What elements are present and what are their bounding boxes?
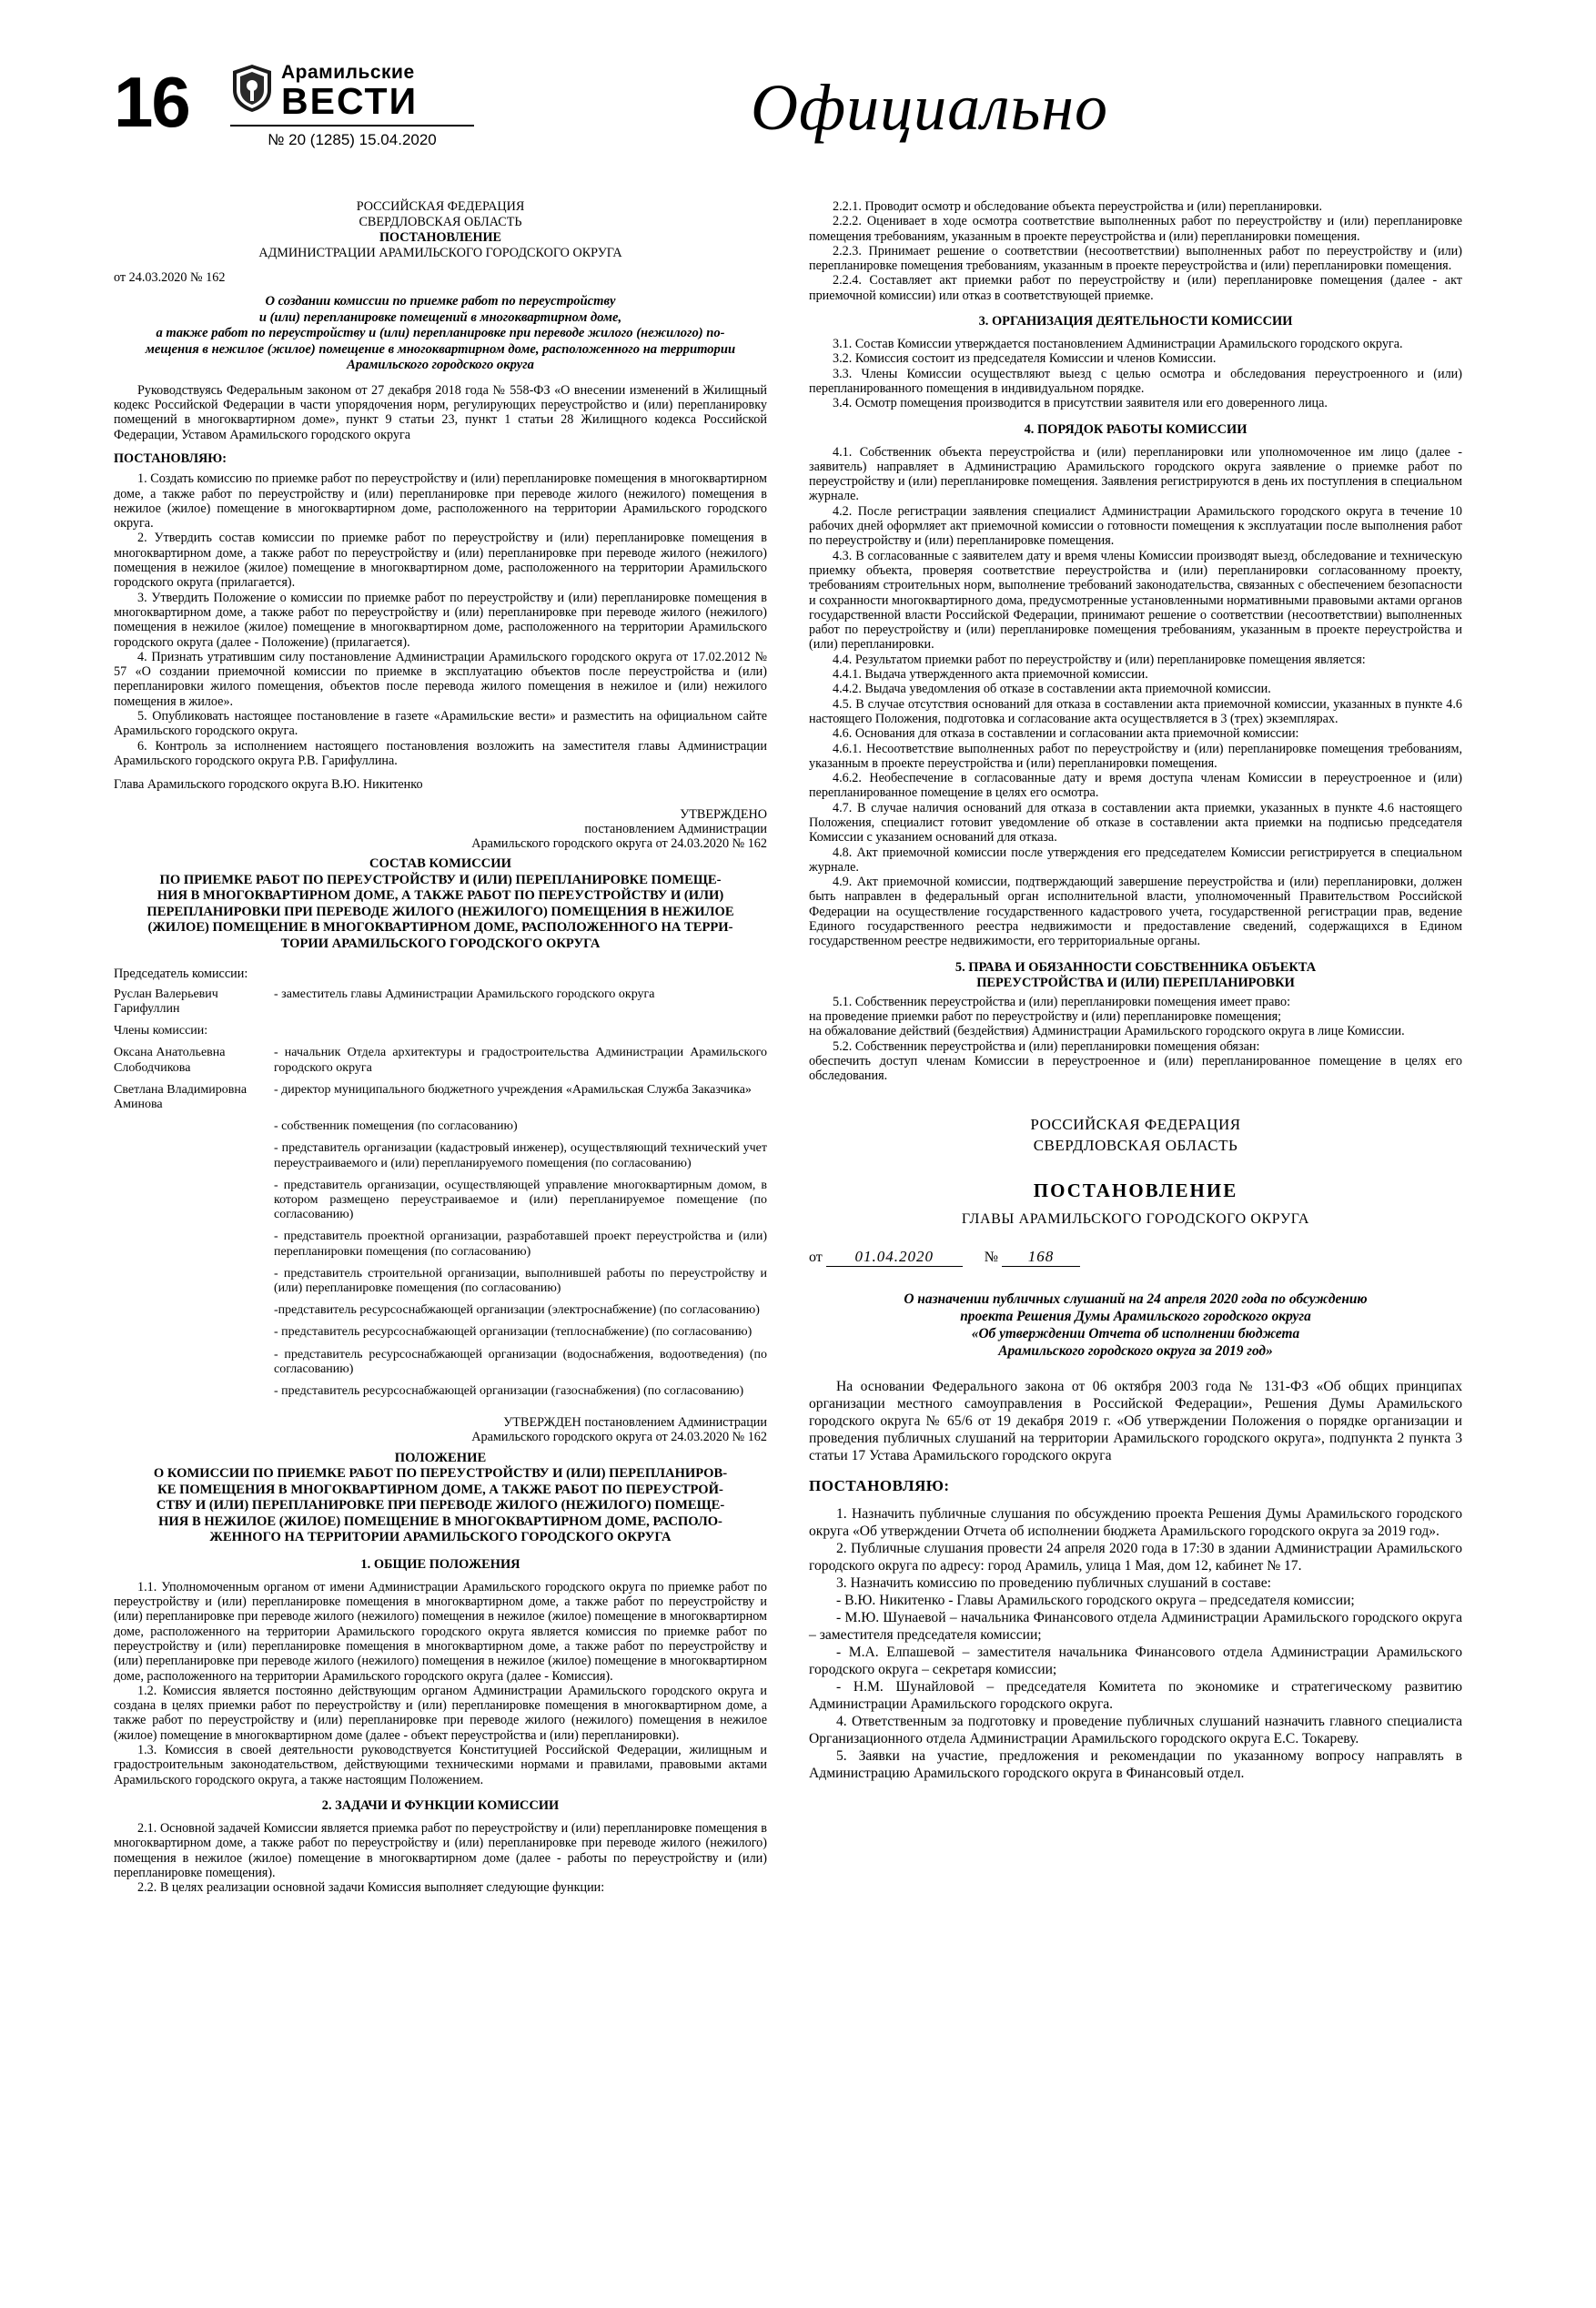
section-4-title: 4. ПОРЯДОК РАБОТЫ КОМИССИИ [1024,421,1248,437]
section-4-item-9: 4.6.1. Несоответствие выполненных работ по переустройству и (или) перепланировке помещения требованиям, указанным в проекте переустройства и (или) перепланировки помещения. [809,741,1462,771]
member-name [114,1141,274,1178]
doc2-header-line3: ПОСТАНОВЛЕНИЕ [1033,1179,1238,1202]
table-row [114,1024,767,1046]
member-post: - собственник помещения (по согласованию) [274,1119,518,1134]
doc2-item-3: 3. Назначить комиссию по проведению публичных слушаний в составе: [836,1574,1271,1591]
approve2-line2: Арамильского городского округа от 24.03.2020 № 162 [471,1430,767,1445]
newspaper-page [0,50,1596,2308]
section-3-item-4: 3.4. Осмотр помещения производится в присутствии заявителя или его доверенного лица. [833,396,1328,411]
section-4-item-11: 4.7. В случае наличия оснований для отказа в составлении акта приемки, указанных в пункте 4.6 настоящего Положения, специалист готовит уведомление об отказе в составлении акта приемки на подписью председателя Комиссии с указанием оснований для отказа. [809,800,1462,845]
section-5-item-1: 5.1. Собственник переустройства и (или) перепланировки помещения имеет право: [833,994,1291,1009]
composition-title-line4: ПЕРЕПЛАНИРОВКИ ПРИ ПЕРЕВОДЕ ЖИЛОГО (НЕЖИЛОГО) ПОМЕЩЕНИЯ В НЕЖИЛОЕ [146,904,734,919]
masthead [114,50,1482,187]
member-post: - представитель проектной организации, разработавшей проект переустройства и (или) перепланировки помещения (по согласованию) [274,1230,767,1259]
doc2-item-8: 4. Ответственным за подготовку и проведение публичных слушаний назначить главного специалиста Организационного отдела Администрации Арамильского городского округа Е.С. Токареву. [809,1713,1462,1746]
section-5-title-line2: ПЕРЕУСТРОЙСТВА И (ИЛИ) ПЕРЕПЛАНИРОВКИ [976,975,1295,990]
section-4-item-1: 4.1. Собственник объекта переустройства и (или) перепланировки или уполномоченное им лицо (далее - заявитель) направляет в Администрацию Арамильского городского округа заявление о приемке работ по переустройству и (или) перепланировке помещения. Заявления регистрируются в день их поступления в специальном журнале. [809,444,1462,504]
member-name [114,1267,274,1303]
doc1-header-line3: ПОСТАНОВЛЕНИЕ [379,230,502,245]
cont-item-4: 2.2.4. Составляет акт приемки работ по переустройству и (или) перепланировке помещения (далее - акт приемочной комиссии) или отказ в соответствующей приемке. [809,273,1462,303]
member-post: - директор муниципального бюджетного учреждения «Арамильская Служба Заказчика» [274,1082,752,1097]
member-name [114,1179,274,1230]
table-row [114,1303,767,1325]
doc2-num-prefix: № [984,1250,999,1266]
right-column [809,199,1462,1895]
section-3-item-1: 3.1. Состав Комиссии утверждается постановлением Администрации Арамильского городского округа. [833,337,1403,352]
member-post: - представитель организации (кадастровый инженер), осуществляющий технический учет переустраиваемого и (или) перепланируемого помещения (по согласованию) [274,1141,767,1170]
section-1-item-2: 1.2. Комиссия является постоянно действующим органом Администрации Арамильского городского округа и создана в целях приемки работ по переустройству и (или) перепланировке помещения в многоквартирном доме, а также работ по переустройству и (или) перепланировке при переводе жилого (нежилого) помещения в нежилое (жилое) помещение в многоквартирном доме (далее - объект переустройства и (или) перепланировки). [114,1683,767,1743]
page-number: 16 [114,62,189,142]
member-post: - представитель организации, осуществляющей управление многоквартирным домом, в котором размещено переустраиваемое и (или) перепланируемое помещение (по согласованию) [274,1178,767,1222]
doc2-item-9: 5. Заявки на участие, предложения и рекомендации по указанному вопросу направлять в Администрацию Арамильского городского округа в Финансовый отдел. [809,1747,1462,1781]
composition-title-line2: ПО ПРИЕМКЕ РАБОТ ПО ПЕРЕУСТРОЙСТВУ И (ИЛИ) ПЕРЕПЛАНИРОВКЕ ПОМЕЩЕ- [159,872,722,887]
doc2-item-4: - В.Ю. Никитенко - Главы Арамильского городского округа – председателя комиссии; [836,1592,1355,1608]
section-2-item-1: 2.1. Основной задачей Комиссии является приемка работ по переустройству и (или) перепланировке помещения в многоквартирном доме, а также работ по переустройству и (или) перепланировке при переводе жилого (нежилого) помещения в нежилое (жилое) помещение в многоквартирном доме (далее - работы по переустройству и (или) перепланировке помещения). [114,1820,767,1880]
polozhenie-title-line2: О КОМИССИИ ПО ПРИЕМКЕ РАБОТ ПО ПЕРЕУСТРОЙСТВУ И (ИЛИ) ПЕРЕПЛАНИРОВ- [153,1466,728,1482]
section-4-item-6: 4.4.2. Выдача уведомления об отказе в составлении акта приемочной комиссии. [833,682,1271,697]
section-4-item-3: 4.3. В согласованные с заявителем дату и время члены Комиссии производят выезд, обследование и техническую приемку объекта, проверяя соответствие переустройства и (или) перепланировки согласованному проекту, требованиям строительных норм, выполнение требований законодательства, связанных с обеспечением безопасности и сохранности многоквартирного дома, предусмотренные установленными нормативными правовыми актами органов государственной власти Российской Федерации, принимают решение о соответствии (несоответствии) выполненных работ по переустройству и (или) перепланировке помещения требованиям, указанным в проекте переустройства и (или) перепланировки. [809,548,1462,653]
member-post: - представитель ресурсоснабжающей организации (теплоснабжение) (по согласованию) [274,1325,753,1340]
member-post: - представитель строительной организации, выполнившей работы по переустройству и (или) перепланировке помещения (по согласованию) [274,1266,767,1295]
doc1-preamble: Руководствуясь Федеральным законом от 27 декабря 2018 года № 558-ФЗ «О внесении изменений в Жилищный кодекс Российской Федерации в части упорядочения норм, регулирующих переустройство и (или) перепланировку помещений в многоквартирном доме», пункт 9 статьи 23, пункт 1 статьи 28 Жилищного кодекса Российской Федерации, Уставом Арамильского городского округа [114,382,767,442]
doc2-title-line3: «Об утверждении Отчета об исполнении бюджета [971,1326,1300,1342]
doc1-item-4: 4. Признать утратившим силу постановление Администрации Арамильского городского округа от 17.02.2012 № 57 «О создании приемочной комиссии по приемке в эксплуатацию объектов после переустройства и (или) перепланировки жилого помещения, объектов после перевода жилого помещения в нежилое и (или) нежилого помещения в жилое». [114,649,767,709]
left-column [114,199,767,1895]
member-post: - представитель ресурсоснабжающей организации (водоснабжения, водоотведения) (по согласованию) [274,1347,767,1376]
polozhenie-title-line3: КЕ ПОМЕЩЕНИЯ В МНОГОКВАРТИРНОМ ДОМЕ, А ТАКЖЕ РАБОТ ПО ПЕРЕУСТРОЙ- [157,1482,723,1497]
cont-item-3: 2.2.3. Принимает решение о соответствии (несоответствии) выполненных работ по переустройству и (или) перепланировке помещения требованиям, указанным в проекте переустройства и (или) перепланировки помещения. [809,243,1462,274]
member-name [114,1230,274,1266]
section-3-item-3: 3.3. Члены Комиссии осуществляют выезд с целью осмотра и обследования переустроенного и (или) перепланированного помещения в индивидуальном порядке. [809,366,1462,396]
section-4-item-4: 4.4. Результатом приемки работ по переустройству и (или) перепланировке помещения является: [833,652,1366,667]
doc1-date: от 24.03.2020 № 162 [114,270,226,285]
doc1-item-6: 6. Контроль за исполнением настоящего постановления возложить на заместителя главы Администрации Арамильского городского округа Р.В. Гарифуллина. [114,738,767,768]
table-row [114,987,767,1024]
table-row [114,1325,767,1347]
doc1-signature: Глава Арамильского городского округа В.Ю. Никитенко [114,777,423,793]
composition-title-line5: (ЖИЛОЕ) ПОМЕЩЕНИЕ В МНОГОКВАРТИРНОМ ДОМЕ, РАСПОЛОЖЕННОГО НА ТЕРРИ- [147,920,733,936]
doc2-item-2: 2. Публичные слушания провести 24 апреля 2020 года в 17:30 в здании Администрации Арамильского городского округа по адресу: город Арамиль, улица 1 Мая, дом 12, кабинет № 17. [809,1540,1462,1574]
doc1-decree-word: ПОСТАНОВЛЯЮ: [114,450,227,466]
polozhenie-title-line4: СТВУ И (ИЛИ) ПЕРЕПЛАНИРОВКЕ ПРИ ПЕРЕВОДЕ ЖИЛОГО (НЕЖИЛОГО) ПОМЕЩЕ- [156,1498,725,1513]
doc2-item-5: - М.Ю. Шунаевой – начальника Финансового отдела Администрации Арамильского городского округа – заместителя председателя комиссии; [809,1609,1462,1643]
newspaper-logo [230,63,503,149]
approve1-line1: УТВЕРЖДЕНО [680,806,767,822]
doc1-item-3: 3. Утвердить Положение о комиссии по приемке работ по переустройству и (или) перепланировке помещения в многоквартирном доме, а также работ по переустройству и (или) перепланировке при переводе жилого (нежилого) помещения в нежилое (жилое) помещение в многоквартирном доме, расположенного на территории Арамильского городского округа (далее - Положение) (прилагается). [114,590,767,650]
doc2-item-1: 1. Назначить публичные слушания по обсуждению проекта Решения Думы Арамильского городского округа «Об утверждении Отчета об исполнении бюджета Арамильского городского округа за 2019 год». [809,1505,1462,1539]
polozhenie-title-line1: ПОЛОЖЕНИЕ [394,1450,487,1465]
section-3-title: 3. ОРГАНИЗАЦИЯ ДЕЯТЕЛЬНОСТИ КОМИССИИ [978,314,1293,329]
doc2-preamble: На основании Федерального закона от 06 октября 2003 года № 131-ФЗ «Об общих принципах организации местного самоуправления в Российской Федерации», Решения Думы Арамильского городского округа № 65/6 от 19 декабря 2019 г. «Об утверждении Положения о порядке организации и проведения публичных слушаний на территории Арамильского городского округа», подпункта 2 пункта 3 статьи 17 Устава Арамильского городского округа [809,1379,1462,1464]
member-name: Светлана Владимировна Аминова [114,1082,247,1111]
section-2-title: 2. ЗАДАЧИ И ФУНКЦИИ КОМИССИИ [321,1797,560,1813]
table-row [114,1230,767,1266]
coat-of-arms-icon [230,63,274,114]
doc2-item-6: - М.А. Елпашевой – заместителя начальника Финансового отдела Администрации Арамильского городского округа – секретаря комиссии; [809,1644,1462,1677]
cont-item-1: 2.2.1. Проводит осмотр и обследование объекта переустройства и (или) перепланировки. [833,199,1323,214]
table-row [114,1119,767,1141]
doc2-title-line1: О назначении публичных слушаний на 24 апреля 2020 года по обсуждению [904,1291,1368,1308]
article-columns [114,199,1482,1895]
section-4-item-8: 4.6. Основания для отказа в составлении и согласовании акта приемочной комиссии: [833,726,1299,742]
table-row [114,1083,767,1119]
doc2-date-value: 01.04.2020 [826,1248,963,1267]
section-1-item-1: 1.1. Уполномоченным органом от имени Администрации Арамильского городского округа по приемке работ по переустройству и (или) перепланировке помещения в многоквартирном доме, а также работ по переустройству и (или) перепланировке при переводе жилого (нежилого) помещения в нежилое (жилое) помещение в многоквартирном доме, расположенного на территории Арамильского городского округа является комиссия по приемке работ по переустройству и (или) перепланировке помещения в многоквартирном доме, а также работ по переустройству и (или) перепланировке при переводе жилого (нежилого) помещения в нежилое (жилое) помещение в многоквартирном доме, расположенного на территории Арамильского городского округа (далее - Комиссия). [114,1579,767,1684]
composition-title-line1: СОСТАВ КОМИССИИ [369,856,511,872]
member-name: Оксана Анатольевна Слободчикова [114,1046,226,1075]
doc1-header-line4: АДМИНИСТРАЦИИ АРАМИЛЬСКОГО ГОРОДСКОГО ОКРУГА [258,246,622,260]
section-4-item-7: 4.5. В случае отсутствия оснований для отказа в составлении акта приемочной комиссии, указанных в пункте 4.6 настоящего Положения, подготовка и согласование акта осуществляется в 3 (трех) экземплярах. [809,696,1462,726]
doc2-title-line4: Арамильского городского округа за 2019 год» [998,1343,1273,1360]
member-name [114,1384,274,1406]
doc1-title-line5: Арамильского городского округа [347,358,534,373]
member-name [114,1303,274,1325]
member-post: - начальник Отдела архитектуры и градостроительства Администрации Арамильского городского округа [274,1046,767,1075]
doc1-title-line1: О создании комиссии по приемке работ по переустройству [265,294,616,309]
paper-name-line1: Арамильские [281,62,415,83]
section-4-item-10: 4.6.2. Необеспечение в согласованные дату и время доступа членам Комиссии в переустроенное и (или) перепланированное помещение в целях его осмотра. [809,771,1462,801]
doc1-header-line1: РОССИЙСКАЯ ФЕДЕРАЦИЯ [356,199,525,214]
member-name [114,1348,274,1384]
section-5-item-3: на обжалование действий (бездействия) Администрации Арамильского городского округа в лице Комиссии. [809,1024,1405,1039]
chair-label: Председатель комиссии: [114,967,248,982]
table-row [114,1141,767,1178]
section-3-item-2: 3.2. Комиссия состоит из председателя Комиссии и членов Комиссии. [833,351,1217,367]
section-4-item-5: 4.4.1. Выдача утвержденного акта приемочной комиссии. [833,667,1148,683]
polozhenie-title-line5: НИЯ В НЕЖИЛОЕ (ЖИЛОЕ) ПОМЕЩЕНИЕ В МНОГОКВАРТИРНОМ ДОМЕ, РАСПОЛО- [158,1513,722,1529]
section-5-item-4: 5.2. Собственник переустройства и (или) перепланировки помещения обязан: [833,1038,1260,1054]
section-5-item-2: на проведение приемки работ по переустройству и (или) перепланировке помещения; [809,1008,1282,1024]
section-1-item-3: 1.3. Комиссия в своей деятельности руководствуется Конституцией Российской Федерации, жилищным и градостроительным законодательством, действующими техническими нормами и правилами, правовыми актами Арамильского городского округа, а также настоящим Положением. [114,1743,767,1787]
composition-title-line6: ТОРИИ АРАМИЛЬСКОГО ГОРОДСКОГО ОКРУГА [280,936,601,951]
section-4-item-12: 4.8. Акт приемочной комиссии после утверждения его председателем Комиссии регистрируется в специальном журнале. [809,845,1462,875]
doc2-num-value: 168 [1002,1248,1080,1267]
approve1-line2: постановлением Администрации [584,821,767,836]
member-post: -представитель ресурсоснабжающей организации (электроснабжение) (по согласованию) [274,1303,760,1318]
doc1-item-2: 2. Утвердить состав комиссии по приемке работ по переустройству и (или) перепланировке помещения в многоквартирном доме, а также работ по переустройству и (или) перепланировке при переводе жилого (нежилого) помещения в нежилое (жилое) помещение в многоквартирном доме, расположенного на территории Арамильского городского округа (прилагается). [114,531,767,591]
table-row [114,1348,767,1384]
composition-title-line3: НИЯ В МНОГОКВАРТИРНОМ ДОМЕ, А ТАКЖЕ РАБОТ ПО ПЕРЕУСТРОЙСТВУ И (ИЛИ) [157,888,724,904]
polozhenie-title-line6: ЖЕННОГО НА ТЕРРИТОРИИ АРАМИЛЬСКОГО ГОРОДСКОГО ОКРУГА [209,1530,672,1545]
table-row [114,1046,767,1082]
issue-info: № 20 (1285) 15.04.2020 [230,125,474,149]
doc1-item-1: 1. Создать комиссию по приемке работ по переустройству и (или) перепланировке помещения в многоквартирном доме, а также работ по переустройству и (или) перепланировке при переводе жилого (нежилого) помещения в нежилое (жилое) помещение в многоквартирном доме, расположенного на территории Арамильского городского округа. [114,471,767,531]
doc2-date-line [809,1248,1462,1267]
approve2-line1: УТВЕРЖДЕН постановлением Администрации [503,1415,767,1431]
member-post: - представитель ресурсоснабжающей организации (газоснабжения) (по согласованию) [274,1383,744,1398]
doc2-header-line2: СВЕРДЛОВСКАЯ ОБЛАСТЬ [1033,1137,1238,1155]
member-name [114,1119,274,1141]
section-4-item-13: 4.9. Акт приемочной комиссии, подтверждающий завершение переустройства и (или) перепланировки, должен быть направлен в федеральный орган исполнительной власти, уполномоченный Правительством Российской Федерации на осуществление государственного кадастрового учета, государственной регистрации прав, ведение Единого государственного реестра недвижимости и предоставление сведений, содержащихся в Едином государственном реестре недвижимости, его территориальные органы. [809,875,1462,949]
doc1-title-line4: мещения в нежилое (жилое) помещение в многоквартирном доме, расположенного на территории [145,341,736,357]
doc2-title-line2: проекта Решения Думы Арамильского городского округа [960,1309,1311,1325]
doc2-item-7: - Н.М. Шунайловой – председателя Комитета по экономике и стратегическому развитию Администрации Арамильского городского округа. [809,1678,1462,1712]
section-title: Официально [751,71,1108,144]
doc2-decree-word: ПОСТАНОВЛЯЮ: [809,1477,950,1495]
doc2-header-line1: РОССИЙСКАЯ ФЕДЕРАЦИЯ [1030,1116,1241,1134]
table-row [114,1384,767,1406]
section-5-item-5: обеспечить доступ членам Комиссии в переустроенное и (или) перепланированное помещение в целях его обследования. [809,1053,1462,1084]
approve1-line3: Арамильского городского округа от 24.03.2020 № 162 [471,836,767,852]
members-label: Члены комиссии: [114,1024,208,1038]
doc1-title-line2: и (или) перепланировке помещений в многоквартирном доме, [258,309,622,325]
doc1-header-line2: СВЕРДЛОВСКАЯ ОБЛАСТЬ [359,215,522,229]
member-name: Руслан Валерьевич Гарифуллин [114,987,218,1016]
cont-item-2: 2.2.2. Оценивает в ходе осмотра соответствие выполненных работ по переустройству и (или) перепланировке помещения требованиям, указанным в проекте переустройства и (или) перепланировки помещения. [809,214,1462,244]
doc1-title-line3: а также работ по переустройству и (или) перепланировке при переводе жилого (нежилого) по- [156,326,725,341]
section-2-item-2: 2.2. В целях реализации основной задачи Комиссия выполняет следующие функции: [137,1880,605,1896]
member-post: - заместитель главы Администрации Арамильского городского округа [274,987,655,1001]
section-5-title-line1: 5. ПРАВА И ОБЯЗАННОСТИ СОБСТВЕННИКА ОБЪЕКТА [955,959,1317,975]
member-name [114,1325,274,1347]
table-row [114,1267,767,1303]
paper-name-line2: ВЕСТИ [281,80,419,122]
doc1-item-5: 5. Опубликовать настоящее постановление в газете «Арамильские вести» и разместить на официальном сайте Арамильского городского округа. [114,709,767,739]
doc2-header-line4: ГЛАВЫ АРАМИЛЬСКОГО ГОРОДСКОГО ОКРУГА [961,1211,1310,1228]
doc2-date-prefix: от [809,1250,823,1266]
section-4-item-2: 4.2. После регистрации заявления специалист Администрации Арамильского городского округа в течение 10 рабочих дней оформляет акт приемочной комиссии о готовности помещения к эксплуатации после выполнения работ по переустройству и (или) перепланировке помещения. [809,503,1462,549]
commission-members-table [114,987,767,1406]
section-1-title: 1. ОБЩИЕ ПОЛОЖЕНИЯ [360,1556,520,1572]
table-row [114,1179,767,1230]
